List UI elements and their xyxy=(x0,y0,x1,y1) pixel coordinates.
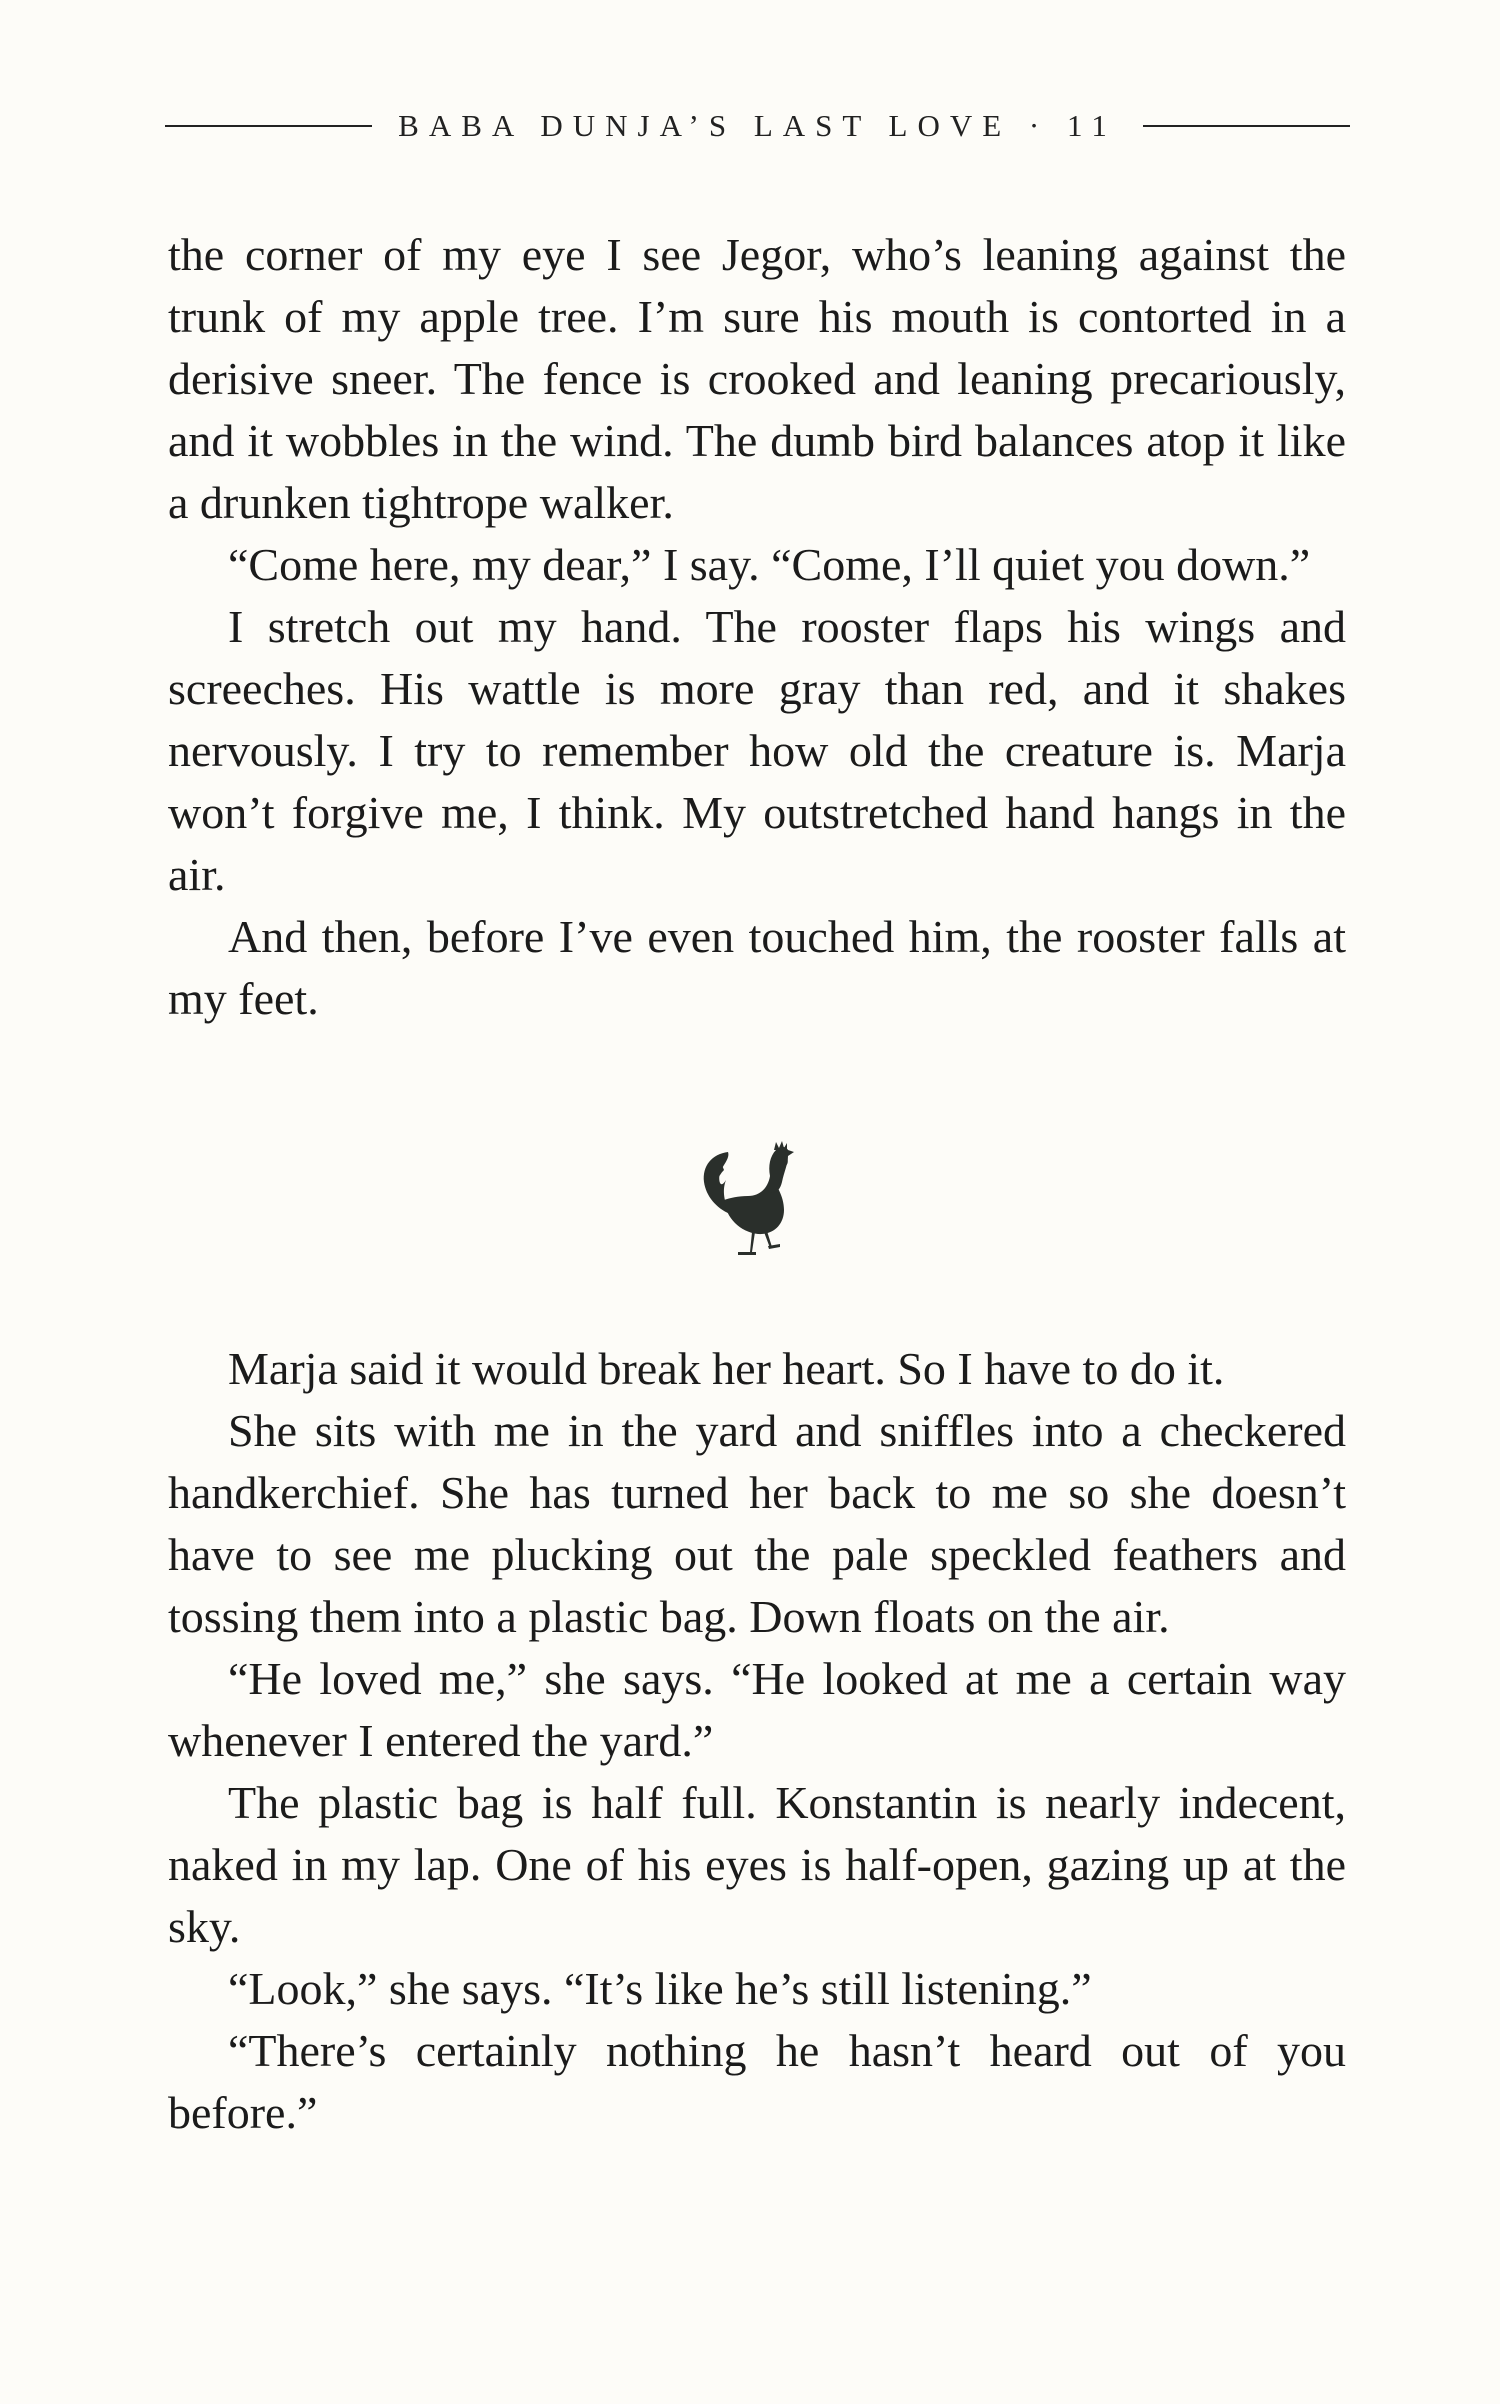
text-section-1 xyxy=(168,224,1346,1030)
paragraph: The plastic bag is half full. Konstantin is nearly indecent, naked in my lap. One of his eyes is half-open, gazing up at the sky. xyxy=(168,1777,1346,1952)
paragraph: “Come here, my dear,” I say. “Come, I’ll quiet you down.” xyxy=(228,539,1311,590)
paragraph: And then, before I’ve even touched him, the rooster falls at my feet. xyxy=(168,911,1346,1024)
rooster-icon xyxy=(690,1140,810,1265)
header-rule-right xyxy=(1143,125,1350,127)
paragraph: “He loved me,” she says. “He looked at me a certain way whenever I entered the yard.” xyxy=(168,1653,1346,1766)
paragraph: “Look,” she says. “It’s like he’s still listening.” xyxy=(228,1963,1092,2014)
paragraph: She sits with me in the yard and sniffles into a checkered handkerchief. She has turned her back to me so she doesn’t have to see me plucking out the pale speckled feathers and tossing them into a plastic bag. Down floats on the air. xyxy=(168,1405,1346,1642)
header-rule-left xyxy=(165,125,372,127)
running-header xyxy=(165,104,1350,148)
paragraph: “There’s certainly nothing he hasn’t heard out of you before.” xyxy=(168,2025,1346,2138)
text-section-2 xyxy=(168,1338,1346,2144)
running-head: BABA DUNJA’S LAST LOVE · 11 xyxy=(398,108,1117,143)
paragraph: Marja said it would break her heart. So I have to do it. xyxy=(228,1343,1225,1394)
paragraph: I stretch out my hand. The rooster flaps his wings and screeches. His wattle is more gray than red, and it shakes nervously. I try to remember how old the creature is. Marja won’t forgive me, I think. My outstretched hand hangs in the air. xyxy=(168,601,1346,900)
paragraph: the corner of my eye I see Jegor, who’s leaning against the trunk of my apple tree. I’m sure his mouth is contorted in a derisive sneer. The fence is crooked and leaning precariously, and it wobbles in the wind. The dumb bird balances atop it like a drunken tightrope walker. xyxy=(168,229,1346,528)
